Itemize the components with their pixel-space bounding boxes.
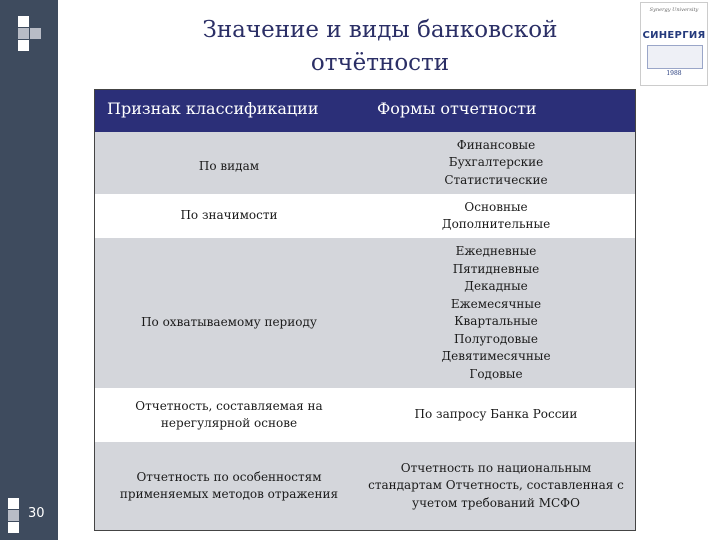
cell-line: Полугодовые <box>454 331 538 346</box>
header-classification: Признак классификации <box>107 99 319 118</box>
row-criterion <box>109 442 349 530</box>
row-forms <box>365 442 627 530</box>
decor-square <box>8 498 19 509</box>
decor-square <box>18 16 29 27</box>
row-criterion <box>109 388 349 442</box>
cell-line: Бухгалтерские <box>448 155 544 170</box>
row-forms <box>365 388 627 442</box>
cell-line: Ежемесячные <box>450 296 542 311</box>
cell-line: Отчетность по национальным <box>400 460 592 475</box>
classification-table <box>94 89 636 531</box>
decor-square <box>8 510 19 521</box>
decor-square <box>30 28 41 39</box>
cell-line: По видам <box>198 159 260 174</box>
row-forms <box>365 238 627 388</box>
row-forms <box>365 194 627 238</box>
cell-line: Декадные <box>464 279 528 293</box>
decor-square <box>18 28 29 39</box>
cell-line: Статистические <box>444 172 548 187</box>
row-criterion <box>109 132 349 198</box>
cell-line: По охватываемому периоду <box>141 315 317 330</box>
decor-square <box>18 40 29 51</box>
slide-title <box>140 14 620 80</box>
cell-line: Девятимесячные <box>441 349 551 363</box>
table-row <box>95 238 635 388</box>
table-row <box>95 194 635 238</box>
logo-emblem <box>647 45 703 69</box>
row-criterion <box>109 238 349 398</box>
row-forms <box>365 132 627 194</box>
title-line-1: Значение и виды банковской <box>202 17 558 43</box>
cell-line: нерегулярной основе <box>160 416 298 430</box>
cell-line: Финансовые <box>456 137 536 152</box>
cell-line: Отчетность, составляемая на <box>135 398 323 413</box>
left-sidebar <box>0 0 58 540</box>
cell-line: По значимости <box>180 208 278 223</box>
cell-line: Пятидневные <box>452 261 540 276</box>
title-line-2: отчётности <box>310 50 450 76</box>
row-criterion <box>109 194 349 238</box>
logo-top-text: Synergy University <box>649 7 699 13</box>
header-forms: Формы отчетности <box>377 99 537 118</box>
table-row <box>95 132 635 194</box>
table-header <box>95 90 635 132</box>
cell-line: Дополнительные <box>441 217 551 231</box>
synergy-logo <box>640 2 708 86</box>
slide-number: 30 <box>28 506 45 521</box>
cell-line: применяемых методов отражения <box>119 487 339 501</box>
decor-square <box>8 522 19 533</box>
cell-line: Годовые <box>469 366 523 381</box>
table-row <box>95 388 635 442</box>
cell-line: стандартам Отчетность, составленная с <box>368 478 624 493</box>
cell-line: Отчетность по особенностям <box>136 469 322 484</box>
cell-line: Квартальные <box>454 314 538 328</box>
cell-line: По запросу Банка России <box>414 407 578 422</box>
logo-bottom-text: 1988 <box>666 70 682 77</box>
cell-line: Ежедневные <box>455 244 537 258</box>
logo-name: СИНЕРГИЯ <box>642 30 706 41</box>
cell-line: Основные <box>464 199 528 214</box>
cell-line: учетом требований МСФО <box>412 495 580 510</box>
table-row <box>95 442 635 530</box>
